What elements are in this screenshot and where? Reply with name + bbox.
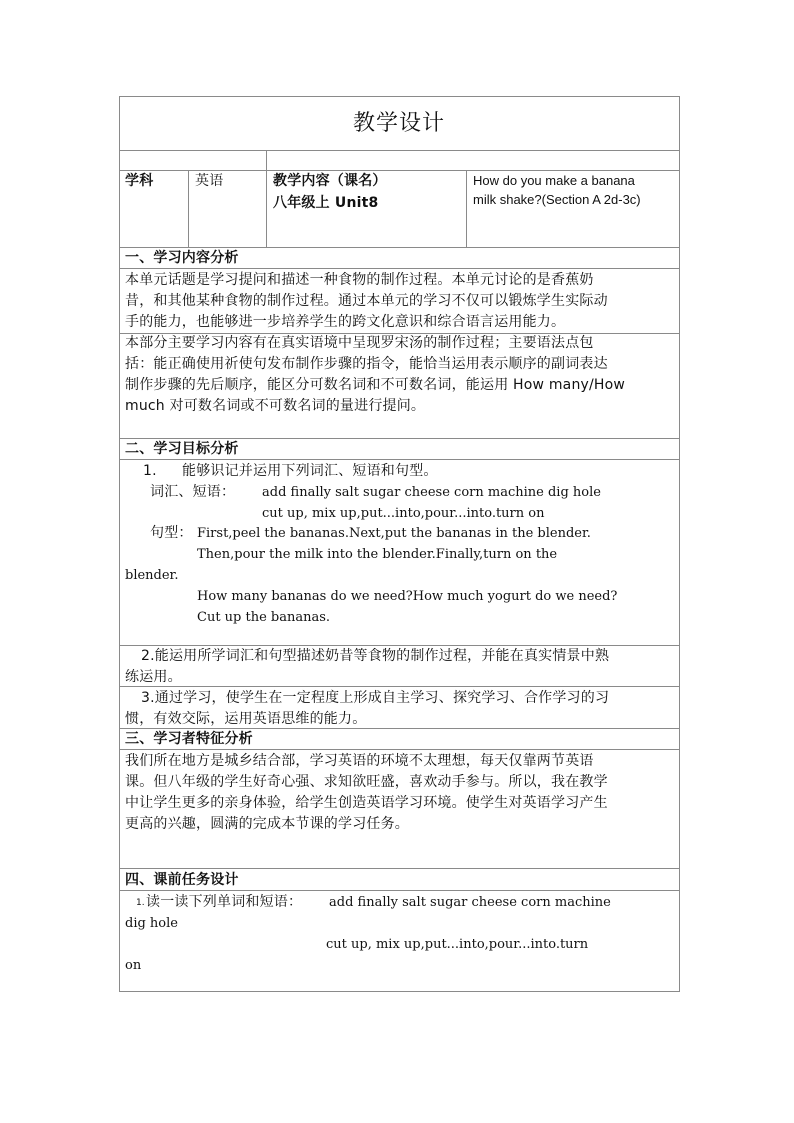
grade-unit: 八年级上 Unit8 [273,195,379,211]
vocab-line: cut up, mix up,put...into,pour...into.turn on [262,506,545,521]
row-divider [119,645,680,646]
vocab-line: add finally salt sugar cheese corn machine dig hole [262,485,601,500]
goal-text: 2.能运用所学词汇和句型描述奶昔等食物的制作过程，并能在真实情景中熟 [141,648,610,664]
content-label: 教学内容（课名） [273,173,387,189]
sentence-line: Then,pour the milk into the blender.Finally,turn on the [197,547,558,562]
task-line: dig hole [125,916,178,931]
row-divider [119,459,680,460]
section-heading: 一、学习内容分析 [125,250,239,266]
paragraph-line: much 对可数名词或不可数名词的量进行提问。 [125,398,426,414]
subject-value: 英语 [195,173,224,189]
col-divider [266,150,267,247]
goal-number: 1. [143,463,157,479]
sentence-line: blender. [125,568,179,583]
row-divider [119,170,680,171]
task-label: 读一读下列单词和短语： [146,894,303,910]
lesson-title-line1: How do you make a banana [473,173,635,188]
paragraph-line: 制作步骤的先后顺序，能区分可数名词和不可数名词，能运用 How many/How [125,377,626,393]
sentence-label: 句型： [150,525,193,541]
row-divider [119,749,680,750]
lesson-title-line2: milk shake?(Section A 2d-3c) [473,192,641,207]
section-heading: 四、课前任务设计 [125,872,239,888]
row-divider [119,438,680,439]
table-frame [119,96,680,992]
sentence-line: Cut up the bananas. [197,610,331,625]
vocab-label: 词汇、短语： [150,484,236,500]
section-heading: 三、学习者特征分析 [125,731,253,747]
row-divider [119,686,680,687]
paragraph-line: 本单元话题是学习提问和描述一种食物的制作过程。本单元讨论的是香蕉奶 [125,272,594,288]
goal-text: 练运用。 [125,669,182,685]
row-divider [119,268,680,269]
goal-text: 3.通过学习，使学生在一定程度上形成自主学习、探究学习、合作学习的习 [141,690,610,706]
task-line: on [125,958,142,973]
page-title: 教学设计 [353,111,446,136]
row-divider [119,868,680,869]
paragraph-line: 昔，和其他某种食物的制作过程。通过本单元的学习不仅可以锻炼学生实际动 [125,293,608,309]
goal-text: 惯，有效交际，运用英语思维的能力。 [125,711,367,727]
col-divider [188,170,189,247]
sentence-line: First,peel the bananas.Next,put the bananas in the blender. [197,526,591,541]
paragraph-line: 中让学生更多的亲身体验，给学生创造英语学习环境。使学生对英语学习产生 [125,795,608,811]
paragraph-line: 课。但八年级的学生好奇心强、求知欲旺盛，喜欢动手参与。所以，我在教学 [125,774,608,790]
paragraph-line: 我们所在地方是城乡结合部，学习英语的环境不太理想，每天仅靠两节英语 [125,753,594,769]
paragraph-line: 本部分主要学习内容有在真实语境中呈现罗宋汤的制作过程；主要语法点包 [125,335,594,351]
col-divider [466,170,467,247]
task-number: 1. [136,898,145,908]
task-line: cut up, mix up,put...into,pour...into.turn [326,937,589,952]
paragraph-line: 括：能正确使用祈使句发布制作步骤的指令，能恰当运用表示顺序的副词表达 [125,356,608,372]
row-divider [119,150,680,151]
task-line: add finally salt sugar cheese corn machine [329,895,611,910]
row-divider [119,333,680,334]
row-divider [119,728,680,729]
row-divider [119,890,680,891]
row-divider [119,247,680,248]
subject-label: 学科 [125,173,154,189]
paragraph-line: 更高的兴趣，圆满的完成本节课的学习任务。 [125,816,409,832]
paragraph-line: 手的能力，也能够进一步培养学生的跨文化意识和综合语言运用能力。 [125,314,566,330]
section-heading: 二、学习目标分析 [125,441,239,457]
sentence-line: How many bananas do we need?How much yogurt do we need? [197,589,618,604]
goal-text: 能够识记并运用下列词汇、短语和句型。 [182,463,438,479]
